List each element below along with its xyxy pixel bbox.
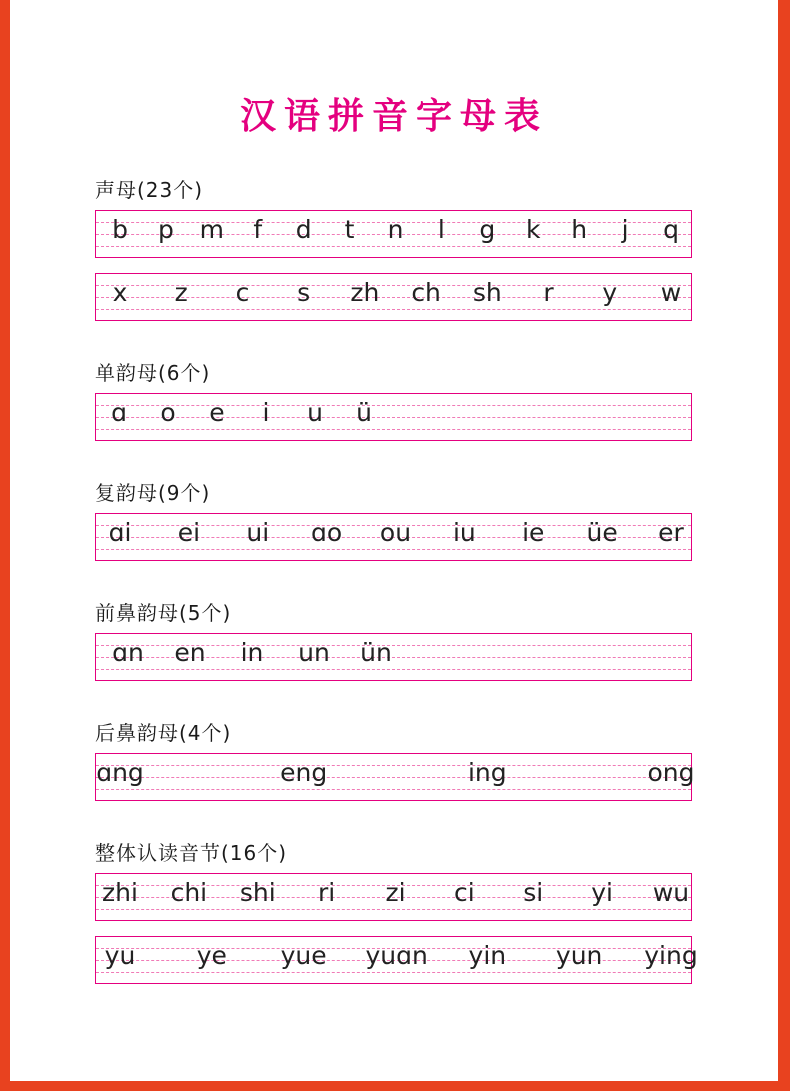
pinyin-letter: ɑn <box>112 638 144 667</box>
pinyin-letter: ong <box>647 758 695 787</box>
letter-cells <box>104 634 685 680</box>
pinyin-letter: iu <box>452 518 476 547</box>
letter-cells <box>104 394 685 440</box>
pinyin-letter: o <box>160 398 176 427</box>
pinyin-letter: ie <box>522 518 545 547</box>
pinyin-letter: zh <box>350 278 380 307</box>
pinyin-letter: b <box>112 215 128 244</box>
pinyin-letter: zi <box>385 878 406 907</box>
letter-cells <box>104 514 685 560</box>
letter-cells <box>104 211 685 257</box>
pinyin-letter: z <box>174 278 188 307</box>
section-label: 单韵母(6个) <box>95 361 211 385</box>
pinyin-letter: yu <box>104 941 136 970</box>
pinyin-letter: q <box>663 215 679 244</box>
writing-row <box>95 393 692 441</box>
pinyin-letter: wu <box>652 878 690 907</box>
pinyin-letter: n <box>387 215 404 244</box>
pinyin-letter: chi <box>170 878 208 907</box>
letter-cells <box>96 754 695 800</box>
pinyin-letter: ch <box>411 278 441 307</box>
pinyin-letter: p <box>157 215 174 244</box>
pinyin-letter: h <box>571 215 588 244</box>
pinyin-letter: m <box>199 215 224 244</box>
pinyin-letter: yuɑn <box>365 941 428 970</box>
pinyin-letter: c <box>235 278 250 307</box>
pinyin-letter: ying <box>644 941 698 970</box>
pinyin-letter: yun <box>555 941 603 970</box>
pinyin-letter: ye <box>196 941 227 970</box>
pinyin-letter: l <box>437 215 445 244</box>
pinyin-letter: s <box>297 278 311 307</box>
pinyin-letter: yue <box>280 941 327 970</box>
pinyin-letter: e <box>209 398 225 427</box>
pinyin-letter: üe <box>586 518 618 547</box>
pinyin-letter: k <box>526 215 541 244</box>
writing-row <box>95 513 692 561</box>
section-label: 后鼻韵母(4个) <box>95 721 232 745</box>
pinyin-letter: si <box>523 878 544 907</box>
pinyin-letter: ei <box>177 518 201 547</box>
pinyin-letter: ing <box>467 758 507 787</box>
pinyin-letter: ɑ <box>111 398 127 427</box>
pinyin-letter: in <box>240 638 264 667</box>
writing-row <box>95 210 692 258</box>
pinyin-letter: ɑo <box>311 518 343 547</box>
pinyin-letter: shi <box>239 878 276 907</box>
pinyin-letter: eng <box>280 758 328 787</box>
pinyin-letter: f <box>253 215 263 244</box>
pinyin-letter: d <box>295 215 312 244</box>
pinyin-letter: r <box>543 278 554 307</box>
letter-cells <box>104 937 698 983</box>
section-label: 整体认读音节(16个) <box>95 841 288 865</box>
pinyin-letter: ü <box>356 398 372 427</box>
writing-row <box>95 936 698 984</box>
pinyin-letter: ri <box>318 878 336 907</box>
pinyin-letter: er <box>658 518 684 547</box>
writing-row <box>95 873 692 921</box>
pinyin-letter: ui <box>246 518 270 547</box>
page-title: 汉语拼音字母表 <box>239 95 548 137</box>
pinyin-letter: w <box>660 278 682 307</box>
pinyin-letter: un <box>298 638 330 667</box>
pinyin-letter: sh <box>472 278 502 307</box>
pinyin-letter: ɑng <box>96 758 144 787</box>
writing-row <box>95 633 692 681</box>
pinyin-letter: i <box>262 398 270 427</box>
pinyin-letter: ou <box>379 518 412 547</box>
pinyin-letter: en <box>174 638 206 667</box>
pinyin-letter: ɑi <box>108 518 132 547</box>
pinyin-letter: ci <box>454 878 475 907</box>
writing-row <box>95 753 695 801</box>
pinyin-letter: j <box>621 215 629 244</box>
pinyin-letter: u <box>307 398 323 427</box>
pinyin-chart-sheet <box>10 0 778 1081</box>
pinyin-letter: zhi <box>102 878 138 907</box>
section-label: 复韵母(9个) <box>95 481 211 505</box>
pinyin-letter: ün <box>360 638 392 667</box>
section-label: 前鼻韵母(5个) <box>95 601 232 625</box>
pinyin-letter: yi <box>591 878 613 907</box>
pinyin-letter: y <box>602 278 618 307</box>
pinyin-letter: yin <box>468 941 507 970</box>
pinyin-letter: x <box>112 278 128 307</box>
pinyin-letter: t <box>344 215 355 244</box>
pinyin-letter: g <box>479 215 496 244</box>
writing-row <box>95 273 692 321</box>
letter-cells <box>104 274 685 320</box>
letter-cells <box>102 874 690 920</box>
section-label: 声母(23个) <box>95 178 204 202</box>
